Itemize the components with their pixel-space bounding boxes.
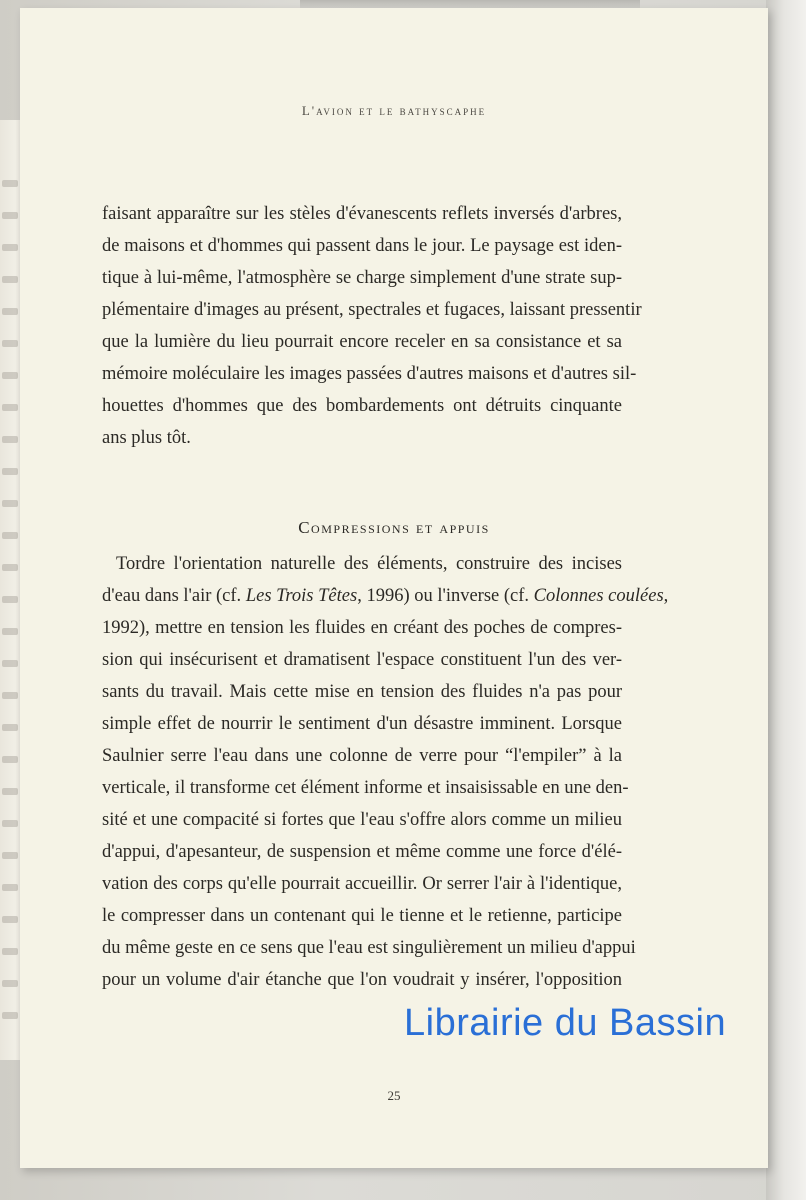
ghost-text-mark: [2, 532, 18, 539]
text-line: 1992), mettre en tension les fluides en créant des poches de compres-: [102, 618, 622, 638]
text-line: verticale, il transforme cet élément informe et insaisissable en une den-: [102, 778, 629, 798]
text-run: d'eau dans l'air (cf.: [102, 586, 246, 606]
ghost-text-mark: [2, 180, 18, 187]
ghost-text-mark: [2, 276, 18, 283]
ghost-text-mark: [2, 244, 18, 251]
ghost-text-mark: [2, 724, 18, 731]
text-line: pour un volume d'air étanche que l'on voudrait y insérer, l'opposition: [102, 970, 622, 990]
ghost-text-mark: [2, 788, 18, 795]
paragraph-compressions: [102, 548, 669, 996]
section-heading: Compressions et appuis: [298, 518, 490, 537]
text-run: ,: [663, 586, 669, 606]
artwork-title: Les Trois Têtes: [245, 586, 358, 606]
text-line: tique à lui-même, l'atmosphère se charge simplement d'une strate sup-: [102, 268, 622, 288]
text-line: le compresser dans un contenant qui le tienne et le retienne, participe: [102, 906, 622, 926]
ghost-text-mark: [2, 564, 18, 571]
text-line: du même geste en ce sens que l'eau est singulièrement un milieu d'appui: [102, 938, 636, 958]
ghost-text-mark: [2, 852, 18, 859]
ghost-text-mark: [2, 372, 18, 379]
artwork-title: Colonnes coulées: [533, 586, 664, 606]
ghost-text-mark: [2, 500, 18, 507]
page-number: 25: [387, 1088, 401, 1103]
text-line: simple effet de nourrir le sentiment d'un désastre imminent. Lorsque: [102, 714, 622, 734]
ghost-text-mark: [2, 884, 18, 891]
paragraph-continuation: [102, 198, 642, 454]
text-line: mémoire moléculaire les images passées d'autres maisons et d'autres sil-: [102, 364, 637, 384]
ghost-text-mark: [2, 1012, 18, 1019]
text-line: sants du travail. Mais cette mise en tension des fluides n'a pas pour: [102, 682, 622, 702]
ghost-text-mark: [2, 340, 18, 347]
ghost-text-mark: [2, 596, 18, 603]
running-head: L'avion et le bathyscaphe: [301, 103, 487, 118]
text-line: sité et une compacité si fortes que l'eau s'offre alors comme un milieu: [102, 810, 622, 830]
ghost-text-mark: [2, 980, 18, 987]
text-line: ans plus tôt.: [102, 428, 191, 448]
text-line: que la lumière du lieu pourrait encore receler en sa consistance et sa: [102, 332, 622, 352]
text-run: , 1996) ou l'inverse (cf.: [357, 586, 534, 606]
ghost-text-mark: [2, 948, 18, 955]
ghost-text-mark: [2, 212, 18, 219]
text-line: Tordre l'orientation naturelle des éléments, construire des incises: [116, 554, 622, 574]
book-page: [20, 8, 768, 1168]
ghost-text-mark: [2, 756, 18, 763]
ghost-text-mark: [2, 916, 18, 923]
ghost-text-mark: [2, 692, 18, 699]
ghost-text-mark: [2, 628, 18, 635]
text-line: plémentaire d'images au présent, spectrales et fugaces, laissant pressentir: [102, 300, 642, 320]
text-line: faisant apparaître sur les stèles d'évanescents reflets inversés d'arbres,: [102, 204, 622, 224]
text-line-with-titles: [102, 580, 669, 612]
seller-watermark: Librairie du Bassin: [404, 1002, 727, 1044]
ghost-text-mark: [2, 404, 18, 411]
ghost-text-mark: [2, 820, 18, 827]
page-edge-right: [766, 0, 806, 1200]
text-line: houettes d'hommes que des bombardements ont détruits cinquante: [102, 396, 622, 416]
text-line: vation des corps qu'elle pourrait accueillir. Or serrer l'air à l'identique,: [102, 874, 622, 894]
text-line: Saulnier serre l'eau dans une colonne de verre pour “l'empiler” à la: [102, 746, 622, 766]
text-line: sion qui insécurisent et dramatisent l'espace constituent l'un des ver-: [102, 650, 622, 670]
ghost-text-mark: [2, 468, 18, 475]
ghost-text-mark: [2, 436, 18, 443]
ghost-text-mark: [2, 660, 18, 667]
text-line: d'appui, d'apesanteur, de suspension et même comme une force d'élé-: [102, 842, 622, 862]
ghost-text-mark: [2, 308, 18, 315]
text-line: de maisons et d'hommes qui passent dans le jour. Le paysage est iden-: [102, 236, 622, 256]
